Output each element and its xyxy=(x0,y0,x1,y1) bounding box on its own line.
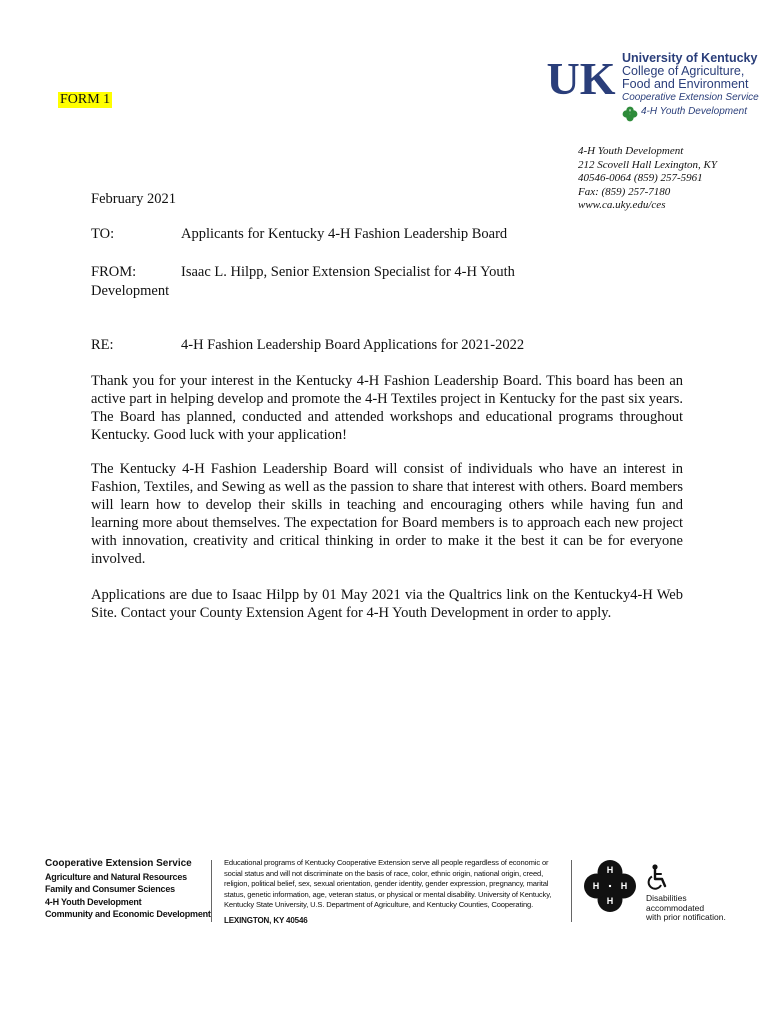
letterhead-text xyxy=(622,52,759,104)
uk-logo xyxy=(546,52,616,104)
svg-text:H: H xyxy=(628,108,632,113)
address-line: 40546-0064 (859) 257-5961 xyxy=(578,172,703,184)
re-label: RE: xyxy=(91,337,114,353)
form-label: FORM 1 xyxy=(60,92,111,107)
college-name-2: Food and Environment xyxy=(622,77,749,91)
clover-icon xyxy=(622,106,638,122)
address-block xyxy=(578,145,717,213)
disabilities-note xyxy=(646,894,726,923)
body-paragraph-1: Thank you for your interest in the Kentucky 4-H Fashion Leadership Board. This board has been an active part in helping develop and promote the 4-H Textiles project in Kentucky for the past six years. The Board has planned, conducted and attended workshops and educational programs throughout Kentucky. Good luck with your application! xyxy=(91,373,683,443)
to-label: TO: xyxy=(91,226,115,242)
footer-divider xyxy=(571,860,572,922)
footer-programs xyxy=(45,858,211,921)
wheelchair-icon xyxy=(646,864,668,890)
body-paragraph-2: The Kentucky 4-H Fashion Leadership Board will consist of individuals who have an interest in Fashion, Textiles, and Sewing as well as the passion to share that interest with others. Board members will learn how to develop their skills in teaching and encouraging others while having fun and learning more about themselves. The expectation for Board members is to approach each new project with innovation, creativity and critical thinking in order to make it the best it can be for everyone involved. xyxy=(91,461,683,567)
nondiscrimination-statement: Educational programs of Kentucky Cooperative Extension serve all people regardless of economic or social status and will not discriminate on the basis of race, color, ethnic origin, national origin, creed, religion, political belief, sex, sexual orientation, gender identity, gender expression, pregnancy, marital status, genetic information, age, veteran status, or physical or mental disability. University of Kentucky, Kentucky State University, U.S. Department of Agriculture, and Kentucky Counties, Cooperating. xyxy=(224,858,552,909)
svg-text:H: H xyxy=(606,896,614,906)
disabilities-line: accommodated xyxy=(646,902,705,913)
svg-text:H: H xyxy=(606,865,614,875)
footer-statement xyxy=(224,858,562,926)
address-line: 4-H Youth Development xyxy=(578,145,684,157)
youth-development-label: 4-H Youth Development xyxy=(641,106,747,117)
extension-service: Cooperative Extension Service xyxy=(622,92,759,103)
4h-clover-icon xyxy=(582,858,638,914)
footer-city: LEXINGTON, KY 40546 xyxy=(224,915,308,925)
address-website: www.ca.uky.edu/ces xyxy=(578,199,666,211)
uk-logo-letters: UK xyxy=(546,53,616,104)
body-paragraph-3: Applications are due to Isaac Hilpp by 01 May 2021 via the Qualtrics link on the Kentucky4-H Web Site. Contact your County Extension Agent for 4-H Youth Development in order to apply. xyxy=(91,587,683,621)
svg-text:H: H xyxy=(620,881,628,891)
from-label: FROM: xyxy=(91,264,137,280)
disabilities-line: with prior notification. xyxy=(646,912,726,922)
letter-date: February 2021 xyxy=(91,191,176,207)
disabilities-line: Disabilities xyxy=(646,893,687,903)
footer-program-item: Agriculture and Natural Resources xyxy=(45,871,187,882)
footer-divider xyxy=(211,860,212,922)
svg-text:H: H xyxy=(592,881,600,891)
address-fax: Fax: (859) 257-7180 xyxy=(578,185,671,198)
footer-program-item: Community and Economic Development xyxy=(45,909,211,919)
university-name: University of Kentucky xyxy=(622,51,758,65)
college-name-1: College of Agriculture, xyxy=(622,64,745,78)
address-line: 212 Scovell Hall Lexington, KY xyxy=(578,158,718,171)
to-value: Applicants for Kentucky 4-H Fashion Leadership Board xyxy=(181,226,508,242)
from-value-continued: Development xyxy=(91,283,170,299)
footer-heading: Cooperative Extension Service xyxy=(45,858,192,869)
re-value: 4-H Fashion Leadership Board Applications for 2021-2022 xyxy=(181,337,525,353)
from-value: Isaac L. Hilpp, Senior Extension Specialist for 4-H Youth xyxy=(181,264,515,280)
footer-program-item: Family and Consumer Sciences xyxy=(45,884,175,894)
footer-program-item: 4-H Youth Development xyxy=(45,896,142,907)
